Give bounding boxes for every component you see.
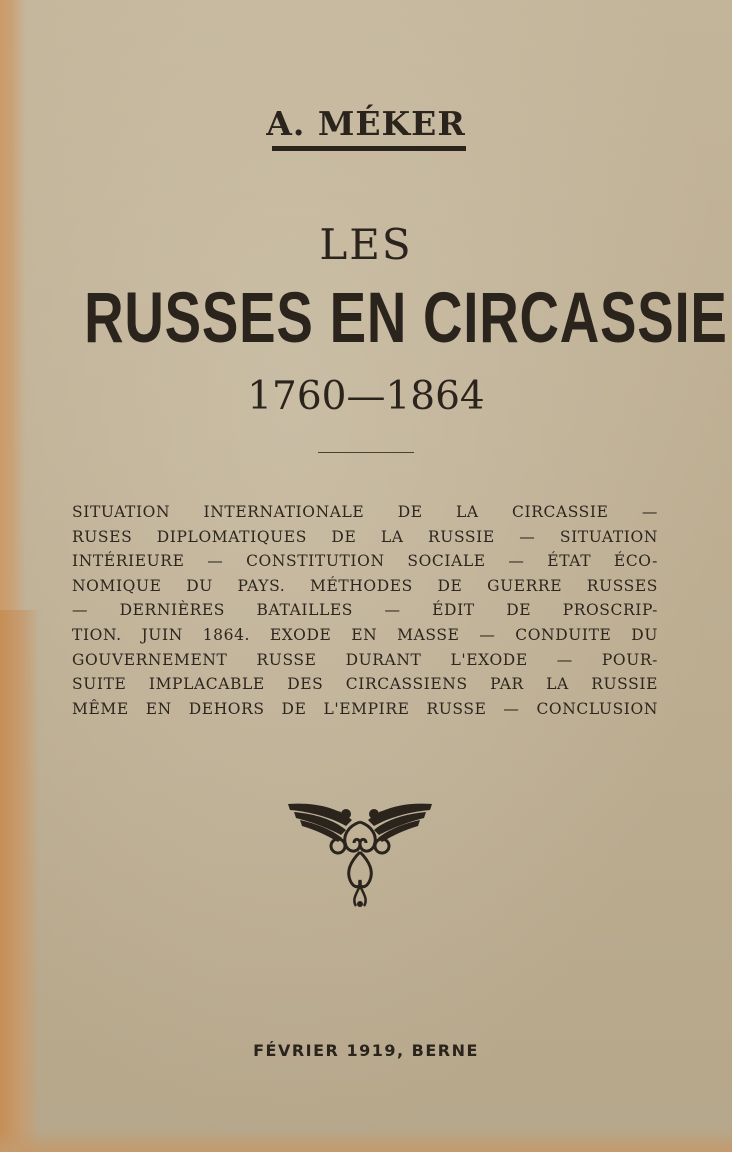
summary-line: RUSES DIPLOMATIQUES DE LA RUSSIE — SITUATION [72, 527, 658, 546]
summary-line: SITUATION INTERNATIONALE DE LA CIRCASSIE — [72, 503, 658, 521]
divider-rule [318, 452, 414, 453]
title-years: 1760—1864 [247, 374, 485, 419]
worn-bottom-edge [0, 1130, 732, 1152]
summary-line: GOUVERNEMENT RUSSE DURANT L'EXODE — POUR- [72, 650, 658, 669]
summary-line: SUITE IMPLACABLE DES CIRCASSIENS PAR LA RUSSIE [72, 675, 658, 694]
summary-line: INTÉRIEURE — CONSTITUTION SOCIALE — ÉTAT ÉCO- [72, 552, 658, 571]
double-headed-eagle-ornament-icon [286, 800, 434, 908]
title-article: LES [319, 220, 413, 269]
summary-line: — DERNIÈRES BATAILLES — ÉDIT DE PROSCRIP- [72, 601, 658, 620]
stained-edge [0, 610, 40, 1152]
contents-summary [72, 500, 658, 721]
book-title: RUSSES EN CIRCASSIE [84, 279, 728, 358]
summary-line: MÊME EN DEHORS DE L'EMPIRE RUSSE — CONCLUSION [72, 699, 658, 718]
author-underline [272, 146, 466, 151]
summary-line: TION. JUIN 1864. EXODE EN MASSE — CONDUITE DU [72, 625, 658, 644]
imprint: FÉVRIER 1919, BERNE [253, 1041, 479, 1060]
author-name: A. MÉKER [266, 104, 466, 143]
summary-line: NOMIQUE DU PAYS. MÉTHODES DE GUERRE RUSSES [72, 576, 658, 595]
